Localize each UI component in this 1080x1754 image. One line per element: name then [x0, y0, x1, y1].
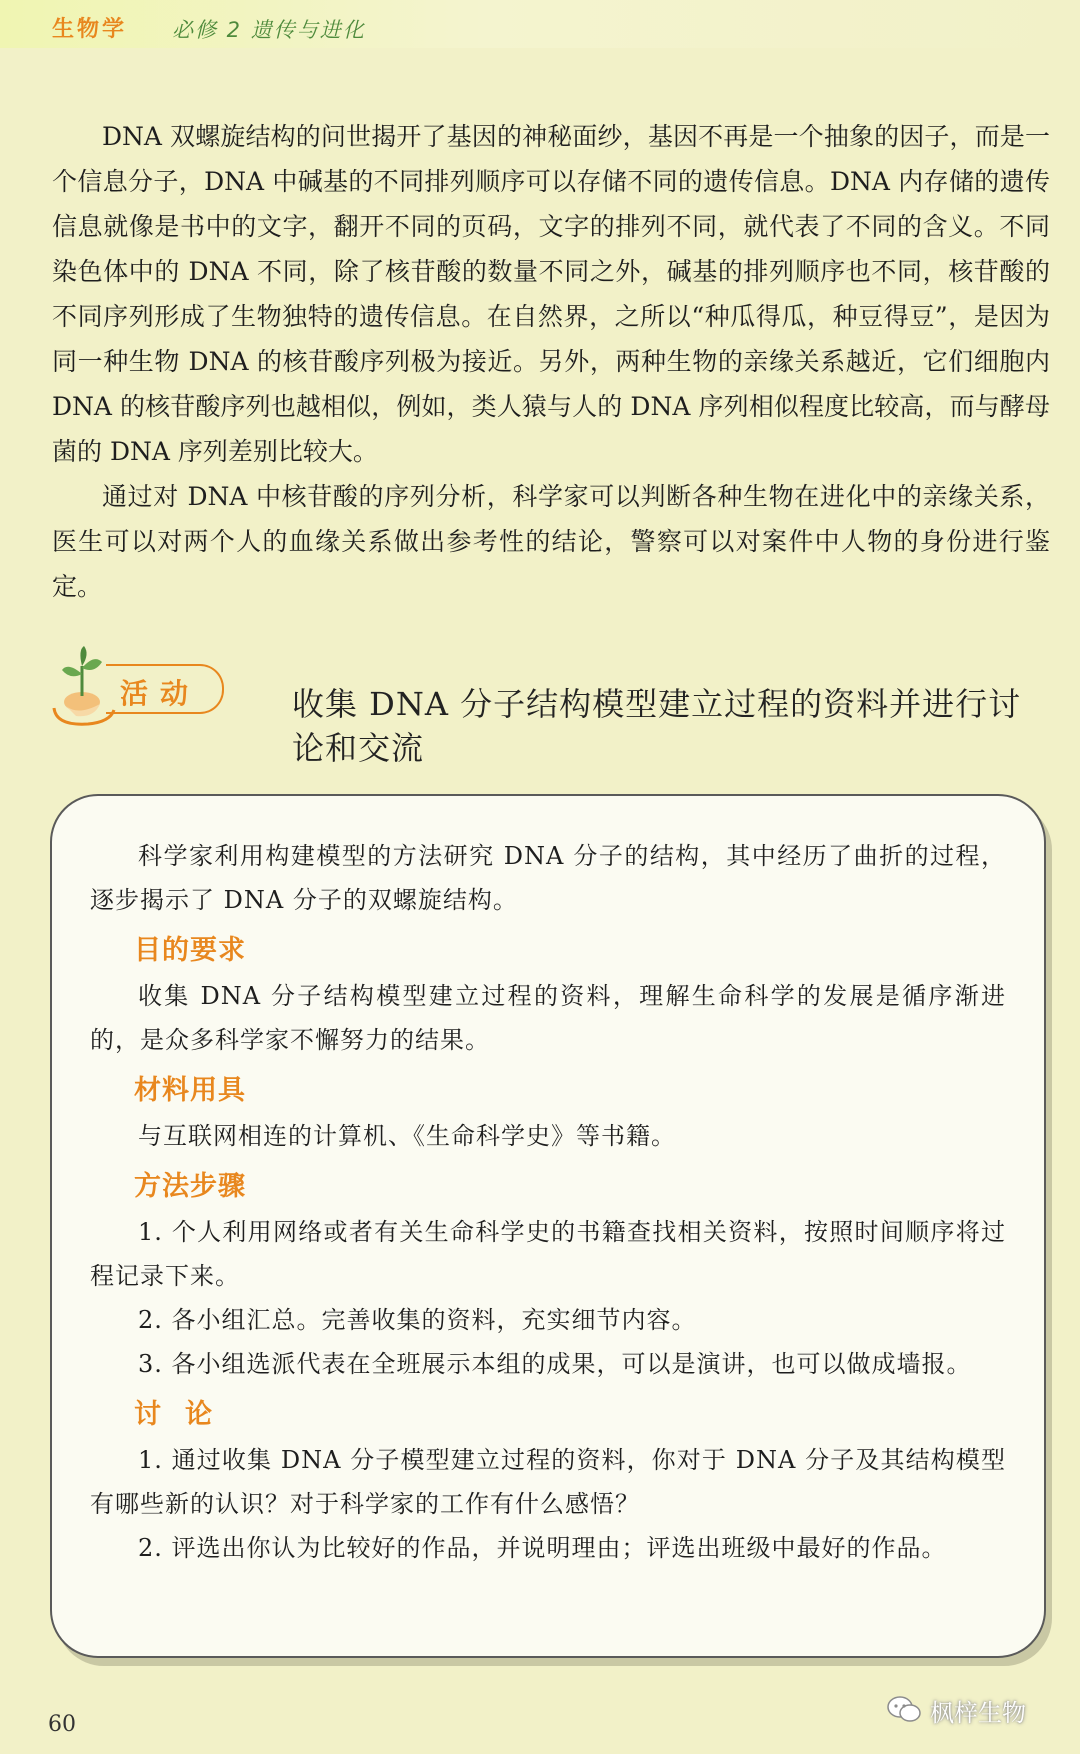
activity-badge-label: 活动 — [120, 677, 201, 710]
sprout-hand-icon — [48, 644, 118, 726]
materials-text: 与互联网相连的计算机、《生命科学史》等书籍。 — [138, 1122, 676, 1150]
page-number: 60 — [48, 1712, 76, 1737]
materials-heading: 材料用具 — [134, 1075, 246, 1106]
purpose-text: 收集 DNA 分子结构模型建立过程的资料，理解生命科学的发展是循序渐进的，是众多科学家不懈努力的结果。 — [90, 982, 1006, 1054]
body-paragraph-1: DNA 双螺旋结构的问世揭开了基因的神秘面纱，基因不再是一个抽象的因子，而是一个信息分子，DNA 中碱基的不同排列顺序可以存储不同的遗传信息。DNA 内存储的遗传信息就像是书中的文字，翻开不同的页码，文字的排列不同，就代表了不同的含义。不同染色体中的 DNA 不同，除了核苷酸的数量不同之外，碱基的排列顺序也不同，核苷酸的不同序列形成了生物独特的遗传信息。在自然界，之所以“种瓜得瓜，种豆得豆”，是因为同一种生物 DNA 的核苷酸序列极为接近。另外，两种生物的亲缘关系越近，它们细胞内 DNA 的核苷酸序列也越相似，例如，类人猿与人的 DNA 序列相似程度比较高，而与酵母菌的 DNA 序列差别比较大。 — [52, 122, 1050, 466]
body-paragraph-2: 通过对 DNA 中核苷酸的序列分析，科学家可以判断各种生物在进化中的亲缘关系，医生可以对两个人的血缘关系做出参考性的结论，警察可以对案件中人物的身份进行鉴定。 — [52, 482, 1050, 601]
activity-intro: 科学家利用构建模型的方法研究 DNA 分子的结构，其中经历了曲折的过程，逐步揭示了 DNA 分子的双螺旋结构。 — [90, 842, 1006, 914]
step-item: 1. 个人利用网络或者有关生命科学史的书籍查找相关资料，按照时间顺序将过程记录下来。 — [90, 1218, 1006, 1290]
header-book-title: 必修 2 遗传与进化 — [172, 18, 366, 42]
discussion-heading: 讨论 — [134, 1399, 236, 1430]
steps-heading: 方法步骤 — [134, 1171, 246, 1202]
discussion-item: 1. 通过收集 DNA 分子模型建立过程的资料，你对于 DNA 分子及其结构模型有哪些新的认识？对于科学家的工作有什么感悟？ — [90, 1446, 1006, 1518]
watermark-text: 枫梓生物 — [930, 1698, 1026, 1727]
header-subject: 生物学 — [52, 17, 128, 42]
activity-panel-content — [90, 834, 1006, 1570]
purpose-heading: 目的要求 — [134, 935, 246, 966]
step-item: 2. 各小组汇总。完善收集的资料，充实细节内容。 — [138, 1306, 697, 1334]
chat-bubble-icon — [886, 1695, 922, 1725]
body-text — [52, 114, 1050, 609]
discussion-item: 2. 评选出你认为比较好的作品，并说明理由；评选出班级中最好的作品。 — [138, 1534, 947, 1562]
activity-badge — [48, 644, 224, 726]
page-header — [0, 0, 1080, 48]
activity-panel — [50, 794, 1046, 1658]
step-item: 3. 各小组选派代表在全班展示本组的成果，可以是演讲，也可以做成墙报。 — [138, 1350, 972, 1378]
watermark — [886, 1690, 1026, 1730]
activity-title: 收集 DNA 分子结构模型建立过程的资料并进行讨论和交流 — [292, 685, 1022, 767]
